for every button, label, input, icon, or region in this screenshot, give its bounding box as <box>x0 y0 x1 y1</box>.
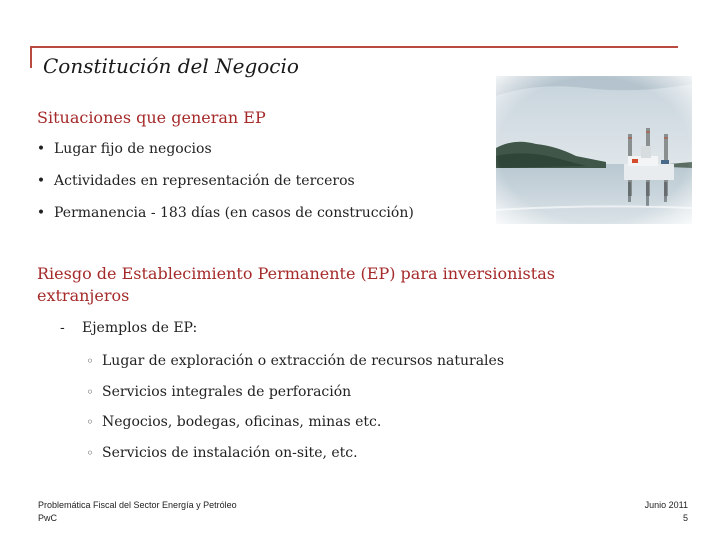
bullet-icon: • <box>36 173 46 189</box>
hollow-bullet-icon: ◦ <box>86 384 94 399</box>
page-title: Constitución del Negocio <box>43 54 299 78</box>
bullet-icon: • <box>36 141 46 157</box>
list-item: ◦ Negocios, bodegas, oficinas, minas etc. <box>78 411 504 442</box>
offshore-drilling-rig-photo <box>496 76 692 224</box>
ep-examples-list <box>78 350 504 472</box>
list-item: • Permanencia - 183 días (en casos de construcción) <box>28 202 414 234</box>
footer-date: Junio 2011 <box>644 500 688 510</box>
footer-company: PwC <box>38 513 58 523</box>
title-frame-bracket <box>30 46 32 68</box>
hollow-bullet-icon: ◦ <box>86 354 94 368</box>
hollow-bullet-icon: ◦ <box>86 415 94 429</box>
hollow-bullet-icon: ◦ <box>86 445 94 460</box>
list-item: • Lugar fijo de negocios <box>28 138 414 170</box>
page-number: 5 <box>682 513 688 523</box>
ep-situations-list <box>28 138 414 234</box>
dash-icon: - <box>60 320 65 336</box>
list-item: • Actividades en representación de terceros <box>28 170 414 202</box>
title-frame-line <box>30 46 678 48</box>
section-heading-ep-situations: Situaciones que generan EP <box>37 108 266 127</box>
footer-presentation-title: Problemática Fiscal del Sector Energía y Petróleo <box>38 500 237 510</box>
list-item: ◦ Servicios integrales de perforación <box>78 381 504 412</box>
section-heading-ep-risk: Riesgo de Establecimiento Permanente (EP) para inversionistas extranjeros <box>37 264 555 305</box>
ep-examples-label: - Ejemplos de EP: <box>60 320 198 336</box>
list-item: ◦ Servicios de instalación on-site, etc. <box>78 442 504 473</box>
list-item: ◦ Lugar de exploración o extracción de recursos naturales <box>78 350 504 381</box>
bullet-icon: • <box>36 205 46 221</box>
